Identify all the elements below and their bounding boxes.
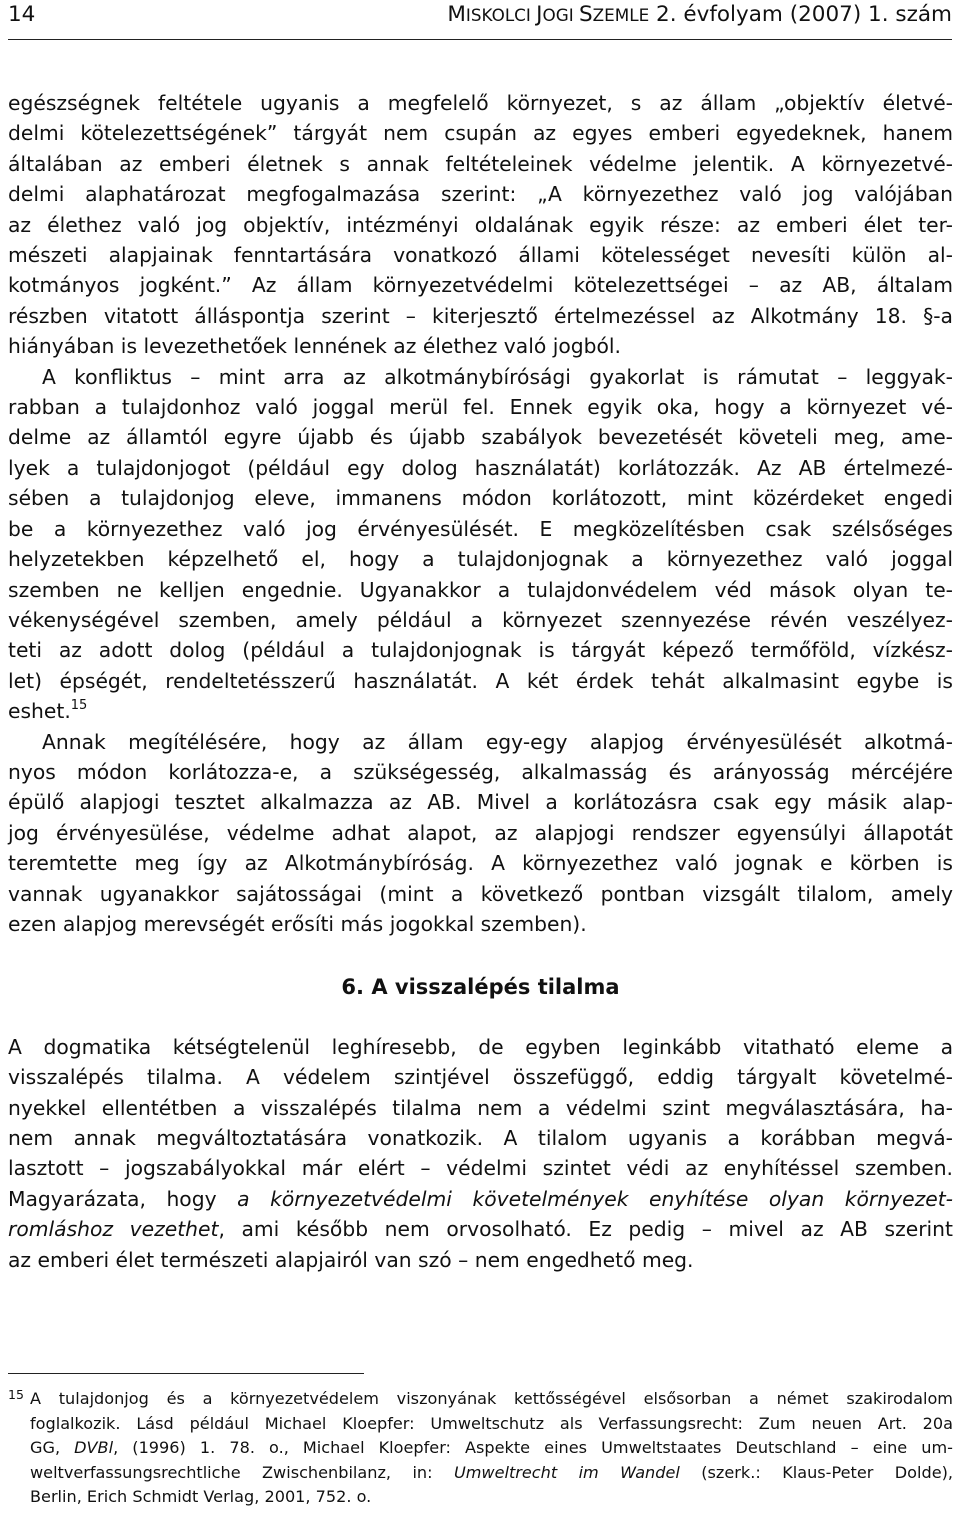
text-line: részben vitatott álláspontja szerint – kiterjesztő értelmezéssel az Alkotmány 18. §-a — [8, 303, 953, 328]
text-line: ezen alapjog merevségét erősíti más jogokkal szemben). — [8, 911, 587, 936]
paragraph — [8, 1032, 953, 1275]
text-fragment: weltverfassungsrechtliche Zwischenbilanz, in: — [30, 1462, 454, 1482]
running-header — [8, 2, 952, 34]
footnote-separator — [8, 1373, 364, 1374]
journal-title-smallcaps: ZEMLE — [592, 5, 650, 25]
text-line: nyekkel ellentétben a visszalépés tilalma nem a védelmi szint megválasztására, ha- — [8, 1095, 953, 1120]
article-body — [8, 88, 953, 1275]
paragraph — [8, 362, 953, 727]
journal-title-initial: S — [579, 2, 593, 27]
text-line: Berlin, Erich Schmidt Verlag, 2001, 752. o. — [30, 1487, 372, 1507]
text-line: hiányában is levezethetőek lennének az élethez való jogból. — [8, 334, 621, 359]
paragraph — [8, 727, 953, 940]
text-line: vékenységével szemben, amely például a környezet szennyezése révén veszélyez- — [8, 607, 953, 632]
text-fragment: (szerk.: Klaus-Peter Dolde), — [679, 1462, 953, 1482]
text-line: foglalkozik. Lásd például Michael Kloepfer: Umweltschutz als Verfassungsrecht: Zum neuen Art. 20a — [30, 1413, 953, 1433]
journal-issue: 2. évfolyam (2007) 1. szám — [649, 2, 952, 27]
text-line: visszalépés tilalma. A védelem szintjével összefüggő, eddig tárgyalt követelmé- — [8, 1065, 953, 1090]
text-line: kotmányos jogként.” Az állam környezetvédelmi kötelezettségei – az AB, általam — [8, 273, 953, 298]
header-rule — [8, 39, 952, 40]
text-line: helyzetekben képzelhető el, hogy a tulajdonjognak a környezethez való joggal — [8, 547, 953, 572]
text-line: A konfliktus – mint arra az alkotmánybírósági gyakorlat is rámutat – leggyak- — [42, 364, 953, 389]
text-line: be a környezethez való jog érvényesülését. E megközelítésben csak szélsőséges — [8, 516, 953, 541]
text-line: let) épségét, rendeltetésszerű használatát. A két érdek tehát alkalmasint egybe is — [8, 668, 953, 693]
text-line: mészeti alapjainak fenntartására vonatkozó állami kötelességet nevesíti külön al- — [8, 243, 953, 268]
journal-title-initial: M — [447, 2, 466, 27]
footnote-reference[interactable]: 15 — [70, 698, 88, 714]
text-line: épülő alapjogi tesztet alkalmazza az AB. Mivel a korlátozásra csak egy másik alap- — [8, 790, 953, 815]
text-line: Annak megítélésére, hogy az állam egy-egy alapjog érvényesülését alkotmá- — [42, 729, 953, 754]
journal-title-smallcaps: OGI — [542, 5, 580, 25]
paragraph — [8, 88, 953, 362]
text-line: A tulajdonjog és a környezetvédelem viszonyának kettősségével elsősorban a német szakirodalom — [30, 1389, 953, 1408]
text-line: az emberi élet természeti alapjairól van szó – nem engedhető meg. — [8, 1247, 694, 1272]
text-fragment: GG, — [30, 1438, 75, 1458]
text-line: teremtette meg így az Alkotmánybíróság. A környezethez való jognak e körben is — [8, 851, 953, 876]
text-line: vannak ugyanakkor sajátosságai (mint a következő pontban vizsgált tilalom, amely — [8, 881, 953, 906]
text-line — [30, 1461, 953, 1486]
text-line: szemben ne kelljen engednie. Ugyanakkor a tulajdonvédelem véd mások olyan te- — [8, 577, 953, 602]
text-line — [8, 1184, 953, 1214]
section-heading: 6. A visszalépés tilalma — [341, 975, 620, 1000]
emphasized-text: DVBl — [74, 1438, 114, 1458]
text-line: az élethez való jog objektív, intézményi oldalának egyik része: az emberi élet ter- — [8, 212, 953, 237]
text-line: nem annak megváltoztatására vonatkozik. A tilalom ugyanis a korábban megvá- — [8, 1126, 953, 1150]
emphasized-text: romláshoz vezethet — [8, 1217, 219, 1242]
text-line: teti az adott dolog (például a tulajdonjognak is tárgyát képező termőföld, vízkész- — [8, 638, 953, 663]
journal-title-smallcaps: ISKOLCI — [465, 5, 537, 25]
text-line: lasztott – jogszabályokkal már elért – védelmi szintet védi az enyhítéssel szemben. — [8, 1156, 953, 1181]
emphasized-text: a környezetvédelmi követelmények enyhítése olyan környezet- — [237, 1186, 953, 1211]
journal-running-head — [447, 2, 952, 27]
footnote — [8, 1387, 953, 1510]
text-fragment: Magyarázata, hogy — [8, 1186, 238, 1211]
text-line — [8, 1214, 953, 1244]
text-line: nyos módon korlátozza-e, a szükségesség, alkalmasság és arányosság mércéjére — [8, 759, 953, 784]
page-number: 14 — [8, 2, 36, 27]
footnote-number: 15 — [8, 1387, 24, 1402]
footnote-text — [30, 1387, 953, 1510]
text-fragment: , ami később nem orvosolható. Ez pedig – mivel az AB szerint — [218, 1217, 953, 1242]
text-line — [30, 1436, 953, 1461]
text-line: jog érvényesülése, védelme adhat alapot, az alapjogi rendszer egyensúlyi állapotát — [8, 820, 953, 845]
emphasized-text: Umweltrecht im Wandel — [453, 1462, 680, 1482]
text-fragment: , (1996) 1. 78. o., Michael Kloepfer: Aspekte eines Umweltstaates Deutschland – eine um- — [113, 1438, 953, 1458]
text-fragment: eshet. — [8, 699, 71, 724]
text-line: delme az államtól egyre újabb és újabb szabályok bevezetését követeli meg, ame- — [8, 425, 953, 450]
text-line: delmi kötelezettségének” tárgyát nem csupán az egyes emberi egyedeknek, hanem — [8, 121, 953, 146]
text-line: sében a tulajdonjog eleve, immanens módon korlátozott, mint közérdeket engedi — [8, 486, 953, 511]
journal-title-initial: J — [536, 2, 543, 27]
text-line: delmi alaphatározat megfogalmazása szerint: „A környezethez való jog valójában — [8, 182, 953, 207]
text-line: A dogmatika kétségtelenül leghíresebb, de egyben leginkább vitatható eleme a — [8, 1034, 953, 1059]
text-line: lyek a tulajdonjogot (például egy dolog használatát) korlátozzák. Az AB értelmezé- — [8, 455, 953, 480]
text-line: általában az emberi életnek s annak feltételeinek védelme jelentik. A környezetvé- — [8, 151, 953, 176]
text-line: egészségnek feltétele ugyanis a megfelelő környezet, s az állam „objektív életvé- — [8, 91, 953, 115]
text-line: rabban a tulajdonhoz való joggal merül fel. Ennek egyik oka, hogy a környezet vé- — [8, 395, 953, 420]
text-line — [8, 696, 953, 726]
